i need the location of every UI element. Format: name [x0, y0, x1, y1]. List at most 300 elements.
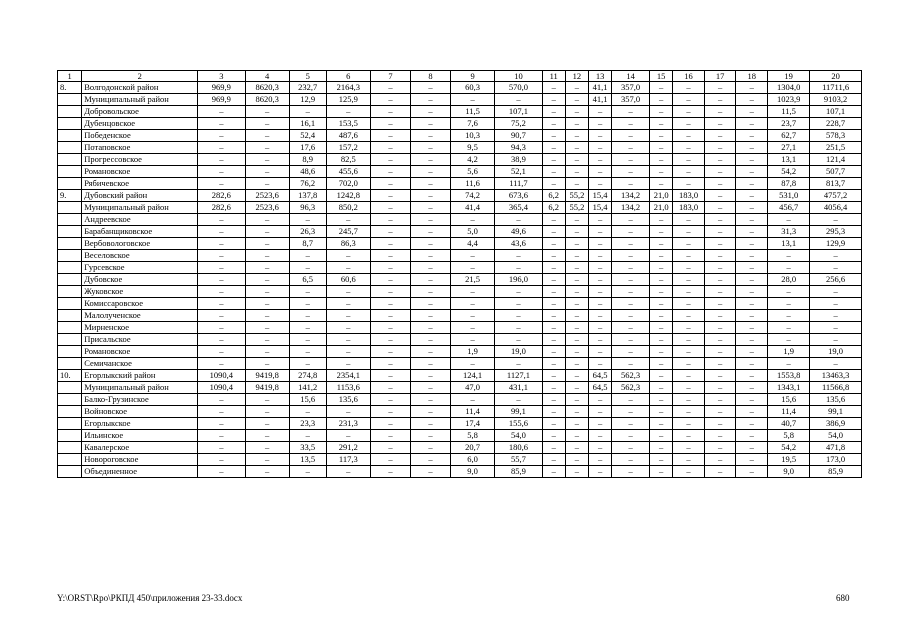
value-cell: – [450, 394, 494, 406]
row-number-cell [58, 214, 82, 226]
value-cell: – [565, 178, 588, 190]
value-cell: 13,1 [768, 238, 810, 250]
value-cell: – [736, 442, 768, 454]
value-cell: – [289, 406, 326, 418]
row-name-cell: Муниципальный район [82, 94, 198, 106]
value-cell: – [370, 178, 410, 190]
table-row [58, 442, 862, 454]
value-cell: – [542, 142, 565, 154]
value-cell: – [736, 382, 768, 394]
value-cell: 1,9 [768, 346, 810, 358]
value-cell: – [289, 334, 326, 346]
value-cell: 9,5 [450, 142, 494, 154]
value-cell: – [245, 394, 289, 406]
value-cell: – [565, 346, 588, 358]
value-cell: – [410, 370, 450, 382]
row-name-cell: Егорлыкский район [82, 370, 198, 382]
value-cell: – [650, 310, 673, 322]
header-cell: 6 [326, 71, 370, 82]
value-cell: – [650, 346, 673, 358]
value-cell: 231,3 [326, 418, 370, 430]
table-row [58, 454, 862, 466]
table-row [58, 298, 862, 310]
value-cell: – [565, 466, 588, 478]
value-cell: – [612, 418, 650, 430]
table-row [58, 370, 862, 382]
value-cell: – [565, 310, 588, 322]
row-number-cell: 8. [58, 82, 82, 94]
value-cell: – [450, 322, 494, 334]
value-cell: 4,2 [450, 154, 494, 166]
table-row [58, 190, 862, 202]
row-name-cell: Рябичевское [82, 178, 198, 190]
value-cell: – [736, 130, 768, 142]
value-cell: – [768, 358, 810, 370]
table-row [58, 262, 862, 274]
table-row [58, 466, 862, 478]
value-cell: 6,2 [542, 202, 565, 214]
value-cell: 23,7 [768, 118, 810, 130]
value-cell: – [612, 142, 650, 154]
value-cell: – [495, 298, 542, 310]
row-number-cell [58, 166, 82, 178]
value-cell: 60,3 [450, 82, 494, 94]
header-cell: 8 [410, 71, 450, 82]
value-cell: 562,3 [612, 370, 650, 382]
row-number-cell [58, 346, 82, 358]
row-number-cell [58, 226, 82, 238]
row-number-cell [58, 106, 82, 118]
value-cell: – [370, 202, 410, 214]
value-cell: 5,8 [768, 430, 810, 442]
value-cell: – [650, 154, 673, 166]
value-cell: – [245, 262, 289, 274]
value-cell: – [673, 238, 705, 250]
value-cell: – [768, 262, 810, 274]
value-cell: 47,0 [450, 382, 494, 394]
value-cell: 291,2 [326, 442, 370, 454]
value-cell: – [542, 298, 565, 310]
row-name-cell: Потаповское [82, 142, 198, 154]
value-cell: – [542, 154, 565, 166]
value-cell: 196,0 [495, 274, 542, 286]
value-cell: 99,1 [495, 406, 542, 418]
value-cell: – [736, 418, 768, 430]
value-cell: 41,1 [588, 82, 611, 94]
value-cell: – [326, 262, 370, 274]
value-cell: – [450, 358, 494, 370]
footer-file-path: Y:\ORST\Rpo\РКПД 450\приложения 23-33.docx [57, 593, 243, 603]
value-cell: – [565, 358, 588, 370]
value-cell: – [588, 226, 611, 238]
row-name-cell: Веселовское [82, 250, 198, 262]
value-cell: – [245, 418, 289, 430]
value-cell: – [588, 274, 611, 286]
value-cell: 673,6 [495, 190, 542, 202]
value-cell: – [495, 394, 542, 406]
value-cell: – [736, 250, 768, 262]
value-cell: 85,9 [810, 466, 862, 478]
value-cell: – [198, 286, 245, 298]
value-cell: – [370, 130, 410, 142]
row-name-cell: Объединенное [82, 466, 198, 478]
value-cell: 43,6 [495, 238, 542, 250]
value-cell: 41,1 [588, 94, 611, 106]
value-cell: – [650, 166, 673, 178]
row-name-cell: Романовское [82, 346, 198, 358]
value-cell: – [736, 346, 768, 358]
value-cell: – [673, 214, 705, 226]
value-cell: – [704, 370, 736, 382]
value-cell: – [542, 406, 565, 418]
value-cell: – [370, 286, 410, 298]
value-cell: – [542, 274, 565, 286]
value-cell: – [650, 430, 673, 442]
value-cell: – [673, 106, 705, 118]
value-cell: – [810, 286, 862, 298]
value-cell: – [410, 202, 450, 214]
table-row [58, 274, 862, 286]
value-cell: – [612, 250, 650, 262]
table-row [58, 154, 862, 166]
value-cell: – [245, 466, 289, 478]
value-cell: – [673, 298, 705, 310]
value-cell: – [565, 214, 588, 226]
value-cell: – [370, 406, 410, 418]
value-cell: 21,0 [650, 190, 673, 202]
value-cell: – [704, 406, 736, 418]
row-number-cell [58, 430, 82, 442]
value-cell: 2164,3 [326, 82, 370, 94]
value-cell: – [612, 178, 650, 190]
value-cell: – [326, 310, 370, 322]
table-row [58, 82, 862, 94]
value-cell: – [198, 466, 245, 478]
header-cell: 5 [289, 71, 326, 82]
value-cell: 531,0 [768, 190, 810, 202]
value-cell: – [542, 382, 565, 394]
value-cell: – [565, 118, 588, 130]
value-cell: 357,0 [612, 94, 650, 106]
value-cell: 121,4 [810, 154, 862, 166]
value-cell: 55,2 [565, 190, 588, 202]
value-cell: – [736, 118, 768, 130]
value-cell: – [410, 82, 450, 94]
value-cell: – [370, 430, 410, 442]
value-cell: – [650, 298, 673, 310]
value-cell: – [736, 430, 768, 442]
value-cell: – [542, 310, 565, 322]
value-cell: – [704, 322, 736, 334]
value-cell: 282,6 [198, 190, 245, 202]
value-cell: 11,4 [450, 406, 494, 418]
value-cell: – [673, 394, 705, 406]
value-cell: 124,1 [450, 370, 494, 382]
value-cell: – [588, 406, 611, 418]
value-cell: – [650, 130, 673, 142]
value-cell: – [495, 322, 542, 334]
value-cell: – [542, 214, 565, 226]
value-cell: – [704, 106, 736, 118]
value-cell: – [810, 358, 862, 370]
value-cell: – [495, 250, 542, 262]
value-cell: – [612, 154, 650, 166]
row-number-cell [58, 250, 82, 262]
value-cell: – [198, 334, 245, 346]
value-cell: 27,1 [768, 142, 810, 154]
value-cell: – [326, 298, 370, 310]
row-name-cell: Семичанское [82, 358, 198, 370]
value-cell: – [736, 454, 768, 466]
value-cell: 357,0 [612, 82, 650, 94]
value-cell: 54,0 [810, 430, 862, 442]
row-name-cell: Мирненское [82, 322, 198, 334]
value-cell: 157,2 [326, 142, 370, 154]
value-cell: – [450, 310, 494, 322]
value-cell: – [542, 106, 565, 118]
value-cell: – [198, 118, 245, 130]
value-cell: – [370, 298, 410, 310]
value-cell: – [650, 286, 673, 298]
value-cell: – [326, 286, 370, 298]
value-cell: – [289, 430, 326, 442]
row-name-cell: Малолученское [82, 310, 198, 322]
value-cell: – [370, 214, 410, 226]
value-cell: – [410, 118, 450, 130]
value-cell: – [673, 454, 705, 466]
value-cell: – [370, 166, 410, 178]
value-cell: – [565, 394, 588, 406]
value-cell: 15,4 [588, 190, 611, 202]
value-cell: – [245, 274, 289, 286]
value-cell: – [612, 394, 650, 406]
value-cell: 456,7 [768, 202, 810, 214]
value-cell: – [704, 250, 736, 262]
value-cell: – [612, 214, 650, 226]
value-cell: 1343,1 [768, 382, 810, 394]
value-cell: – [810, 214, 862, 226]
value-cell: – [612, 358, 650, 370]
value-cell: – [370, 442, 410, 454]
row-name-cell: Дубовское [82, 274, 198, 286]
value-cell: – [768, 298, 810, 310]
value-cell: – [673, 130, 705, 142]
value-cell: – [289, 310, 326, 322]
value-cell: 9419,8 [245, 370, 289, 382]
header-cell: 1 [58, 71, 82, 82]
value-cell: – [198, 106, 245, 118]
value-cell: – [736, 370, 768, 382]
value-cell: – [612, 106, 650, 118]
value-cell: – [542, 430, 565, 442]
value-cell: – [245, 310, 289, 322]
value-cell: – [673, 358, 705, 370]
header-cell: 16 [673, 71, 705, 82]
value-cell: 850,2 [326, 202, 370, 214]
table-row [58, 430, 862, 442]
header-cell: 20 [810, 71, 862, 82]
table-row [58, 214, 862, 226]
value-cell: – [542, 442, 565, 454]
row-name-cell: Новороговское [82, 454, 198, 466]
value-cell: – [198, 154, 245, 166]
value-cell: 487,6 [326, 130, 370, 142]
value-cell: – [495, 94, 542, 106]
row-name-cell: Присальское [82, 334, 198, 346]
value-cell: – [673, 430, 705, 442]
value-cell: 183,0 [673, 202, 705, 214]
header-cell: 13 [588, 71, 611, 82]
value-cell: – [704, 442, 736, 454]
value-cell: – [736, 214, 768, 226]
value-cell: – [565, 94, 588, 106]
value-cell: – [410, 226, 450, 238]
value-cell: – [495, 334, 542, 346]
value-cell: – [245, 286, 289, 298]
value-cell: 11,5 [450, 106, 494, 118]
value-cell: 6,2 [542, 190, 565, 202]
row-name-cell: Дубенцовское [82, 118, 198, 130]
value-cell: – [588, 394, 611, 406]
row-name-cell: Дубовский район [82, 190, 198, 202]
value-cell: – [704, 226, 736, 238]
value-cell: – [588, 418, 611, 430]
value-cell: 562,3 [612, 382, 650, 394]
header-cell: 14 [612, 71, 650, 82]
value-cell: – [565, 154, 588, 166]
value-cell: – [650, 382, 673, 394]
value-cell: – [673, 382, 705, 394]
value-cell: 295,3 [810, 226, 862, 238]
value-cell: 702,0 [326, 178, 370, 190]
value-cell: – [450, 94, 494, 106]
value-cell: – [198, 298, 245, 310]
row-name-cell: Муниципальный район [82, 202, 198, 214]
value-cell: – [198, 130, 245, 142]
value-cell: – [198, 226, 245, 238]
value-cell: – [612, 454, 650, 466]
value-cell: – [410, 238, 450, 250]
value-cell: – [245, 442, 289, 454]
value-cell: 1153,6 [326, 382, 370, 394]
value-cell: – [565, 274, 588, 286]
value-cell: 15,6 [289, 394, 326, 406]
value-cell: – [650, 442, 673, 454]
row-number-cell [58, 286, 82, 298]
value-cell: 4,4 [450, 238, 494, 250]
value-cell: 135,6 [326, 394, 370, 406]
value-cell: – [370, 466, 410, 478]
value-cell: – [650, 118, 673, 130]
value-cell: – [565, 142, 588, 154]
row-name-cell: Андреевское [82, 214, 198, 226]
value-cell: 13463,3 [810, 370, 862, 382]
value-cell: – [495, 286, 542, 298]
value-cell: 11,6 [450, 178, 494, 190]
value-cell: 365,4 [495, 202, 542, 214]
value-cell: – [370, 370, 410, 382]
value-cell: – [588, 442, 611, 454]
value-cell: – [588, 322, 611, 334]
value-cell: – [326, 358, 370, 370]
value-cell: – [588, 358, 611, 370]
table-row [58, 310, 862, 322]
value-cell: – [542, 322, 565, 334]
value-cell: 85,9 [495, 466, 542, 478]
value-cell: – [673, 310, 705, 322]
value-cell: – [612, 130, 650, 142]
row-number-cell [58, 154, 82, 166]
value-cell: 969,9 [198, 82, 245, 94]
value-cell: – [588, 466, 611, 478]
value-cell: – [410, 454, 450, 466]
header-cell: 4 [245, 71, 289, 82]
value-cell: – [588, 310, 611, 322]
value-cell: – [410, 262, 450, 274]
value-cell: – [704, 274, 736, 286]
value-cell: – [198, 430, 245, 442]
value-cell: – [198, 250, 245, 262]
row-number-cell [58, 406, 82, 418]
value-cell: 19,0 [495, 346, 542, 358]
row-name-cell: Ильинское [82, 430, 198, 442]
value-cell: – [198, 310, 245, 322]
value-cell: – [565, 238, 588, 250]
value-cell: 117,3 [326, 454, 370, 466]
header-cell: 3 [198, 71, 245, 82]
value-cell: – [542, 166, 565, 178]
value-cell: – [768, 286, 810, 298]
value-cell: – [650, 418, 673, 430]
value-cell: – [736, 466, 768, 478]
value-cell: – [768, 334, 810, 346]
table-row [58, 202, 862, 214]
value-cell: – [245, 250, 289, 262]
value-cell: 5,6 [450, 166, 494, 178]
value-cell: 1127,1 [495, 370, 542, 382]
value-cell: – [370, 238, 410, 250]
value-cell: – [612, 226, 650, 238]
value-cell: – [198, 142, 245, 154]
value-cell: 15,4 [588, 202, 611, 214]
value-cell: – [650, 262, 673, 274]
value-cell: – [588, 106, 611, 118]
value-cell: – [650, 358, 673, 370]
value-cell: – [370, 322, 410, 334]
value-cell: 90,7 [495, 130, 542, 142]
value-cell: – [673, 154, 705, 166]
table-row [58, 250, 862, 262]
value-cell: 1090,4 [198, 370, 245, 382]
value-cell: – [612, 286, 650, 298]
value-cell: 7,6 [450, 118, 494, 130]
value-cell: – [704, 118, 736, 130]
value-cell: – [410, 406, 450, 418]
value-cell: – [704, 190, 736, 202]
value-cell: – [370, 334, 410, 346]
value-cell: – [245, 454, 289, 466]
value-cell: 9,0 [768, 466, 810, 478]
value-cell: – [565, 322, 588, 334]
value-cell: 9,0 [450, 466, 494, 478]
value-cell: – [736, 190, 768, 202]
value-cell: – [650, 454, 673, 466]
value-cell: 155,6 [495, 418, 542, 430]
table-row [58, 118, 862, 130]
value-cell: – [565, 262, 588, 274]
value-cell: – [588, 430, 611, 442]
value-cell: 11711,6 [810, 82, 862, 94]
